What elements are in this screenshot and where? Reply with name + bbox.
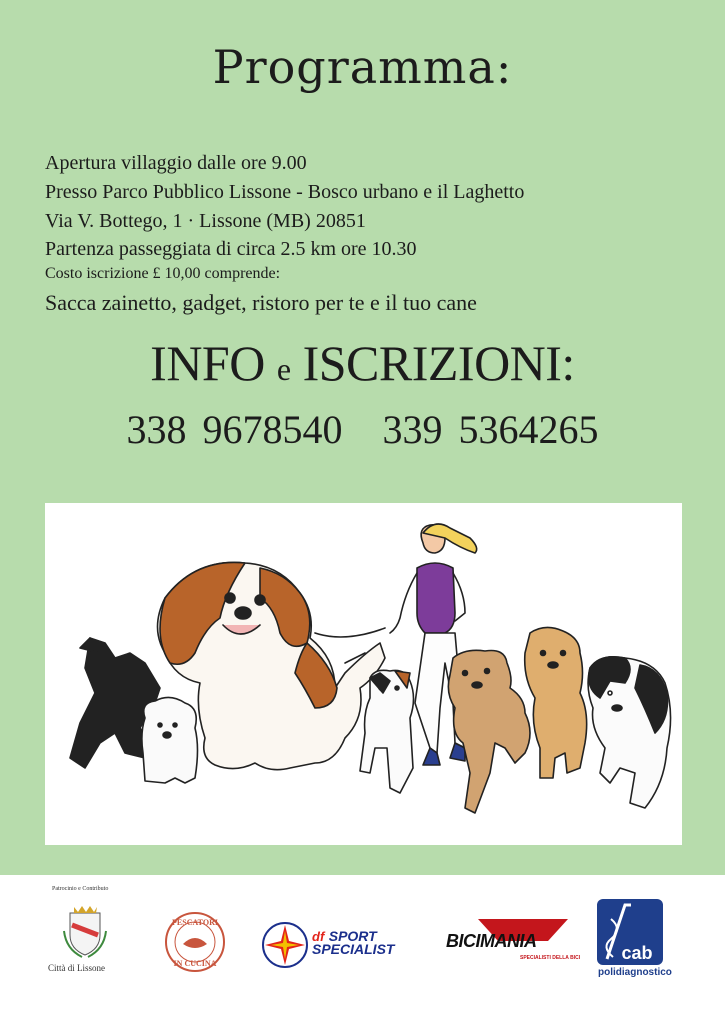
pescatori-top-text: PESCATORI [172, 918, 218, 927]
lissone-city-text: Città di Lissone [48, 963, 105, 973]
sponsors-footer [0, 875, 725, 1024]
phone-number-2: 339 5364265 [382, 407, 599, 452]
df-sport-specialist-logo [261, 921, 309, 973]
df-specialist-word: SPECIALIST [312, 941, 395, 957]
df-prefix: df [312, 929, 325, 944]
white-small-dog-figure [142, 697, 198, 783]
location-line: Presso Parco Pubblico Lissone - Bosco urbano e il Laghetto [45, 181, 525, 203]
golden-dog-figure [525, 627, 587, 778]
includes-line: Sacca zainetto, gadget, ristoro per te e il tuo cane [45, 290, 477, 315]
bicimania-text: BICIMANIA [446, 931, 537, 951]
lissone-crest-logo [62, 903, 108, 965]
poster-title: Programma: [212, 40, 513, 94]
terrier-dog-figure [360, 670, 414, 793]
lissone-patronage-text: Patrocinio e Contributo [52, 886, 109, 892]
phone-numbers [0, 406, 725, 453]
walk-start-line: Partenza passeggiata di circa 2.5 km ore 10.30 [45, 238, 417, 260]
registration-cost-line: Costo iscrizione £ 10,00 comprende: [45, 265, 281, 282]
cab-polidiagnostico-logo [597, 899, 663, 969]
iscrizioni-word: ISCRIZIONI: [302, 335, 575, 391]
tan-dog-figure [448, 650, 530, 813]
df-sport-word: SPORT [328, 928, 377, 944]
info-heading [0, 334, 725, 392]
pescatori-bottom-text: IN CUCINA [173, 959, 217, 968]
cab-subtitle: polidiagnostico [598, 967, 672, 978]
info-connector: e [276, 351, 291, 387]
black-white-dog-figure [588, 657, 670, 808]
cab-text: cab [621, 943, 653, 963]
opening-time-line: Apertura villaggio dalle ore 9.00 [45, 152, 307, 174]
df-sport-specialist-text [312, 930, 394, 956]
dogs-illustration [45, 503, 682, 845]
info-word: INFO [150, 335, 265, 391]
phone-number-1: 338 9678540 [126, 407, 343, 452]
pescatori-in-cucina-logo [163, 910, 227, 978]
address-line: Via V. Bottego, 1 · Lissone (MB) 20851 [45, 210, 366, 232]
bicimania-subtitle: SPECIALISTI DELLA BICI [520, 955, 581, 961]
dogs-running-drawing [45, 503, 682, 845]
